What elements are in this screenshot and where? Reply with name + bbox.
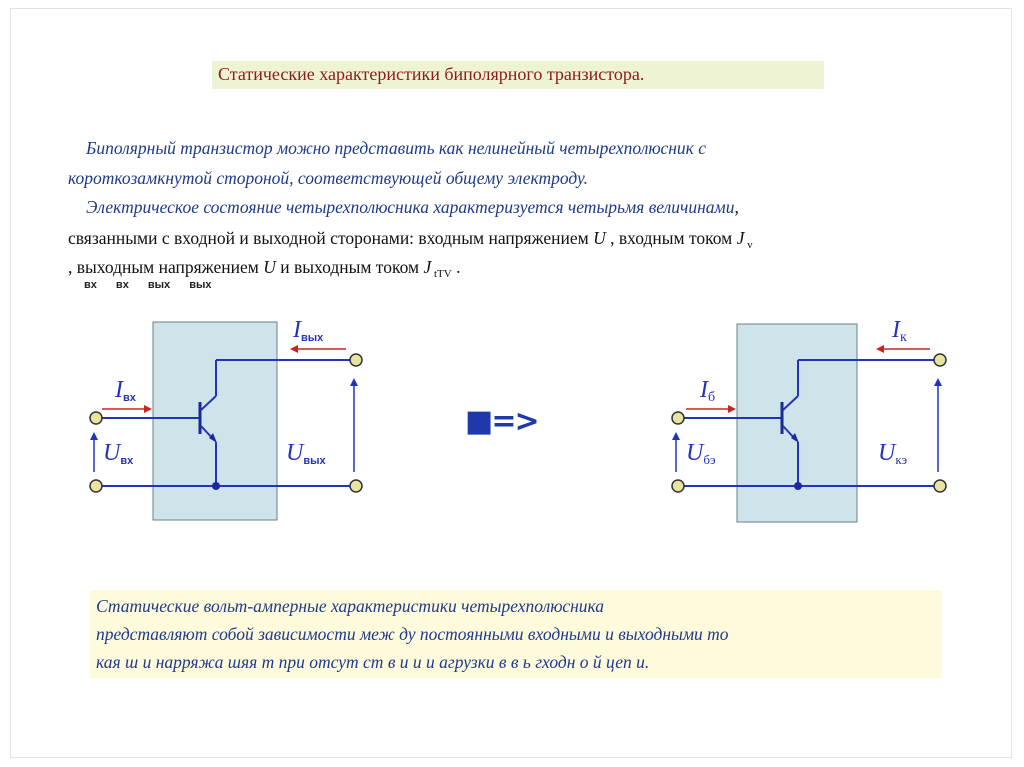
terminal-collector (934, 354, 946, 366)
symbol-j-input-sub: v (744, 239, 753, 251)
summary-line-3: кая ш и нарряжа шяя т при отсут ст в и и и агрузки в в ь гходн о й цеп и. (96, 652, 650, 672)
label-u-out: U (286, 440, 304, 466)
svg-text:Uвх (103, 440, 134, 467)
svg-text:Iвх (114, 377, 137, 404)
arrow-voltage-be (672, 432, 680, 440)
svg-text:Iб (699, 377, 715, 405)
terminal-output-bottom (350, 480, 362, 492)
label-u-in-sub: вх (120, 455, 134, 467)
intro-line-5-b: и выходным током (275, 257, 424, 277)
summary-line-2: представляют собой зависимости меж ду постоянными входными и выходными то (96, 624, 729, 644)
svg-text:Uбэ (686, 440, 716, 467)
label-i-k: I (892, 317, 900, 343)
label-i-in: I (115, 377, 123, 403)
label-u-be: U (686, 440, 704, 466)
arrow-voltage-out (350, 378, 358, 386)
label-u-be-sub: бэ (703, 452, 716, 467)
symbol-j-output-sub: tTV (431, 268, 452, 280)
label-u-ke: U (878, 440, 896, 466)
arrow-current-out (290, 345, 298, 353)
terminal-output-top (350, 354, 362, 366)
arrow-base-current (728, 405, 736, 413)
network-box-left (153, 322, 277, 520)
circuit-left-diagram (78, 312, 378, 527)
terminal-emitter-out (934, 480, 946, 492)
label-i-k-sub: к (900, 330, 907, 345)
terminal-input-bottom (90, 480, 102, 492)
arrow-current-in (144, 405, 152, 413)
label-u-out-sub: вых (303, 455, 326, 467)
terminal-base (672, 412, 684, 424)
summary-line-1: Статические вольт-амперные характеристики четырехполюсника (96, 596, 605, 616)
symbol-u-output: U (263, 257, 276, 277)
slide-title: Статические характеристики биполярного транзистора. (218, 64, 645, 84)
label-i-b-sub: б (708, 390, 716, 405)
terminal-emitter-in (672, 480, 684, 492)
intro-line-5-a: , выходным напряжением (68, 257, 264, 277)
symbol-j-input: J (736, 228, 745, 248)
svg-text:Iк (891, 317, 907, 345)
arrow-voltage-ke (934, 378, 942, 386)
intro-line-3-text: Электрическое состояние четырехполюсника характеризуется четырьмя величинами (86, 197, 735, 217)
intro-line-5-end: . (451, 257, 461, 277)
terminal-input-top (90, 412, 102, 424)
intro-line-4-b: , входным током (605, 228, 737, 248)
svg-text:Uвых (286, 440, 327, 467)
label-i-in-sub: вх (123, 392, 136, 404)
label-i-out: I (293, 317, 301, 343)
symbol-j-output: J (423, 257, 432, 277)
circuit-right-diagram (662, 312, 962, 527)
equivalence-arrow: ■=> (465, 404, 538, 439)
svg-text:Uкэ (878, 440, 907, 467)
intro-line-1: Биполярный транзистор можно представить как нелинейный четырехполюсник с (86, 138, 707, 158)
intro-line-2: короткозамкнутой стороной, соответствующей общему электроду. (68, 168, 589, 188)
label-i-out-sub: вых (301, 332, 324, 344)
svg-text:Iвых (292, 317, 324, 344)
arrow-collector-current (876, 345, 884, 353)
subscript-labels: вх вх вых вых (84, 279, 212, 291)
symbol-u-input: U (593, 228, 606, 248)
intro-line-3-comma: , (734, 197, 739, 217)
arrow-voltage-in (90, 432, 98, 440)
intro-line-4-a: связанными с входной и выходной сторонами: входным напряжением (68, 228, 594, 248)
network-box-right (737, 324, 857, 522)
label-u-ke-sub: кэ (895, 452, 908, 467)
label-u-in: U (103, 440, 121, 466)
label-i-b: I (700, 377, 708, 403)
intro-line-4 (68, 227, 753, 256)
intro-line-3 (86, 196, 739, 218)
